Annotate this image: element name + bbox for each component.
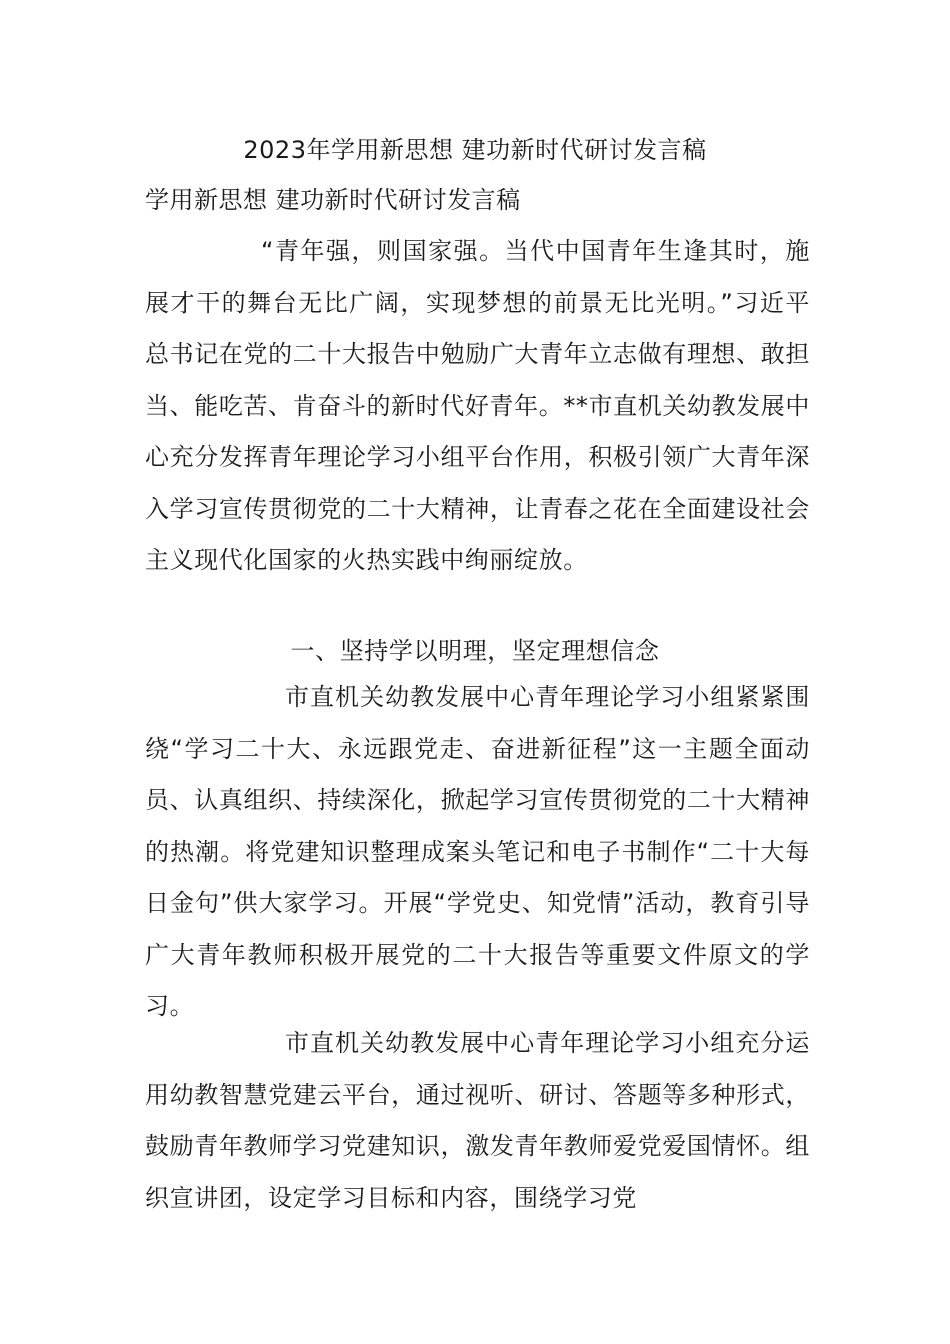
document-title: 2023年学用新思想 建功新时代研讨发言稿 — [243, 136, 707, 164]
paragraph-cloud-platform: 市直机关幼教发展中心青年理论学习小组充分运用幼教智慧党建云平台，通过视听、研讨、答题等多种形式，鼓励青年教师学习党建知识，激发青年教师爱党爱国情怀。组织宣讲团，设定学习目标和内容，围绕学习党 — [145, 1029, 810, 1212]
document-subtitle: 学用新思想 建功新时代研讨发言稿 — [145, 186, 521, 214]
paragraph-study-group: 市直机关幼教发展中心青年理论学习小组紧紧围绕“学习二十大、永远跟党走、奋进新征程”这一主题全面动员、认真组织、持续深化，掀起学习宣传贯彻党的二十大精神的热潮。将党建知识整理成案头笔记和电子书制作“二十大每日金句”供大家学习。开展“学党史、知党情”活动，教育引导广大青年教师积极开展党的二十大报告等重要文件原文的学习。 — [145, 683, 810, 1020]
section-heading: 一、坚持学以明理，坚定理想信念 — [290, 637, 660, 665]
paragraph-intro: “青年强，则国家强。当代中国青年生逢其时，施展才干的舞台无比广阔，实现梦想的前景无比光明。”习近平总书记在党的二十大报告中勉励广大青年立志做有理想、敢担当、能吃苦、肯奋斗的新时代好青年。**市直机关幼教发展中心充分发挥青年理论学习小组平台作用，积极引领广大青年深入学习宣传贯彻党的二十大精神，让青春之花在全面建设社会主义现代化国家的火热实践中绚丽绽放。 — [145, 237, 810, 574]
